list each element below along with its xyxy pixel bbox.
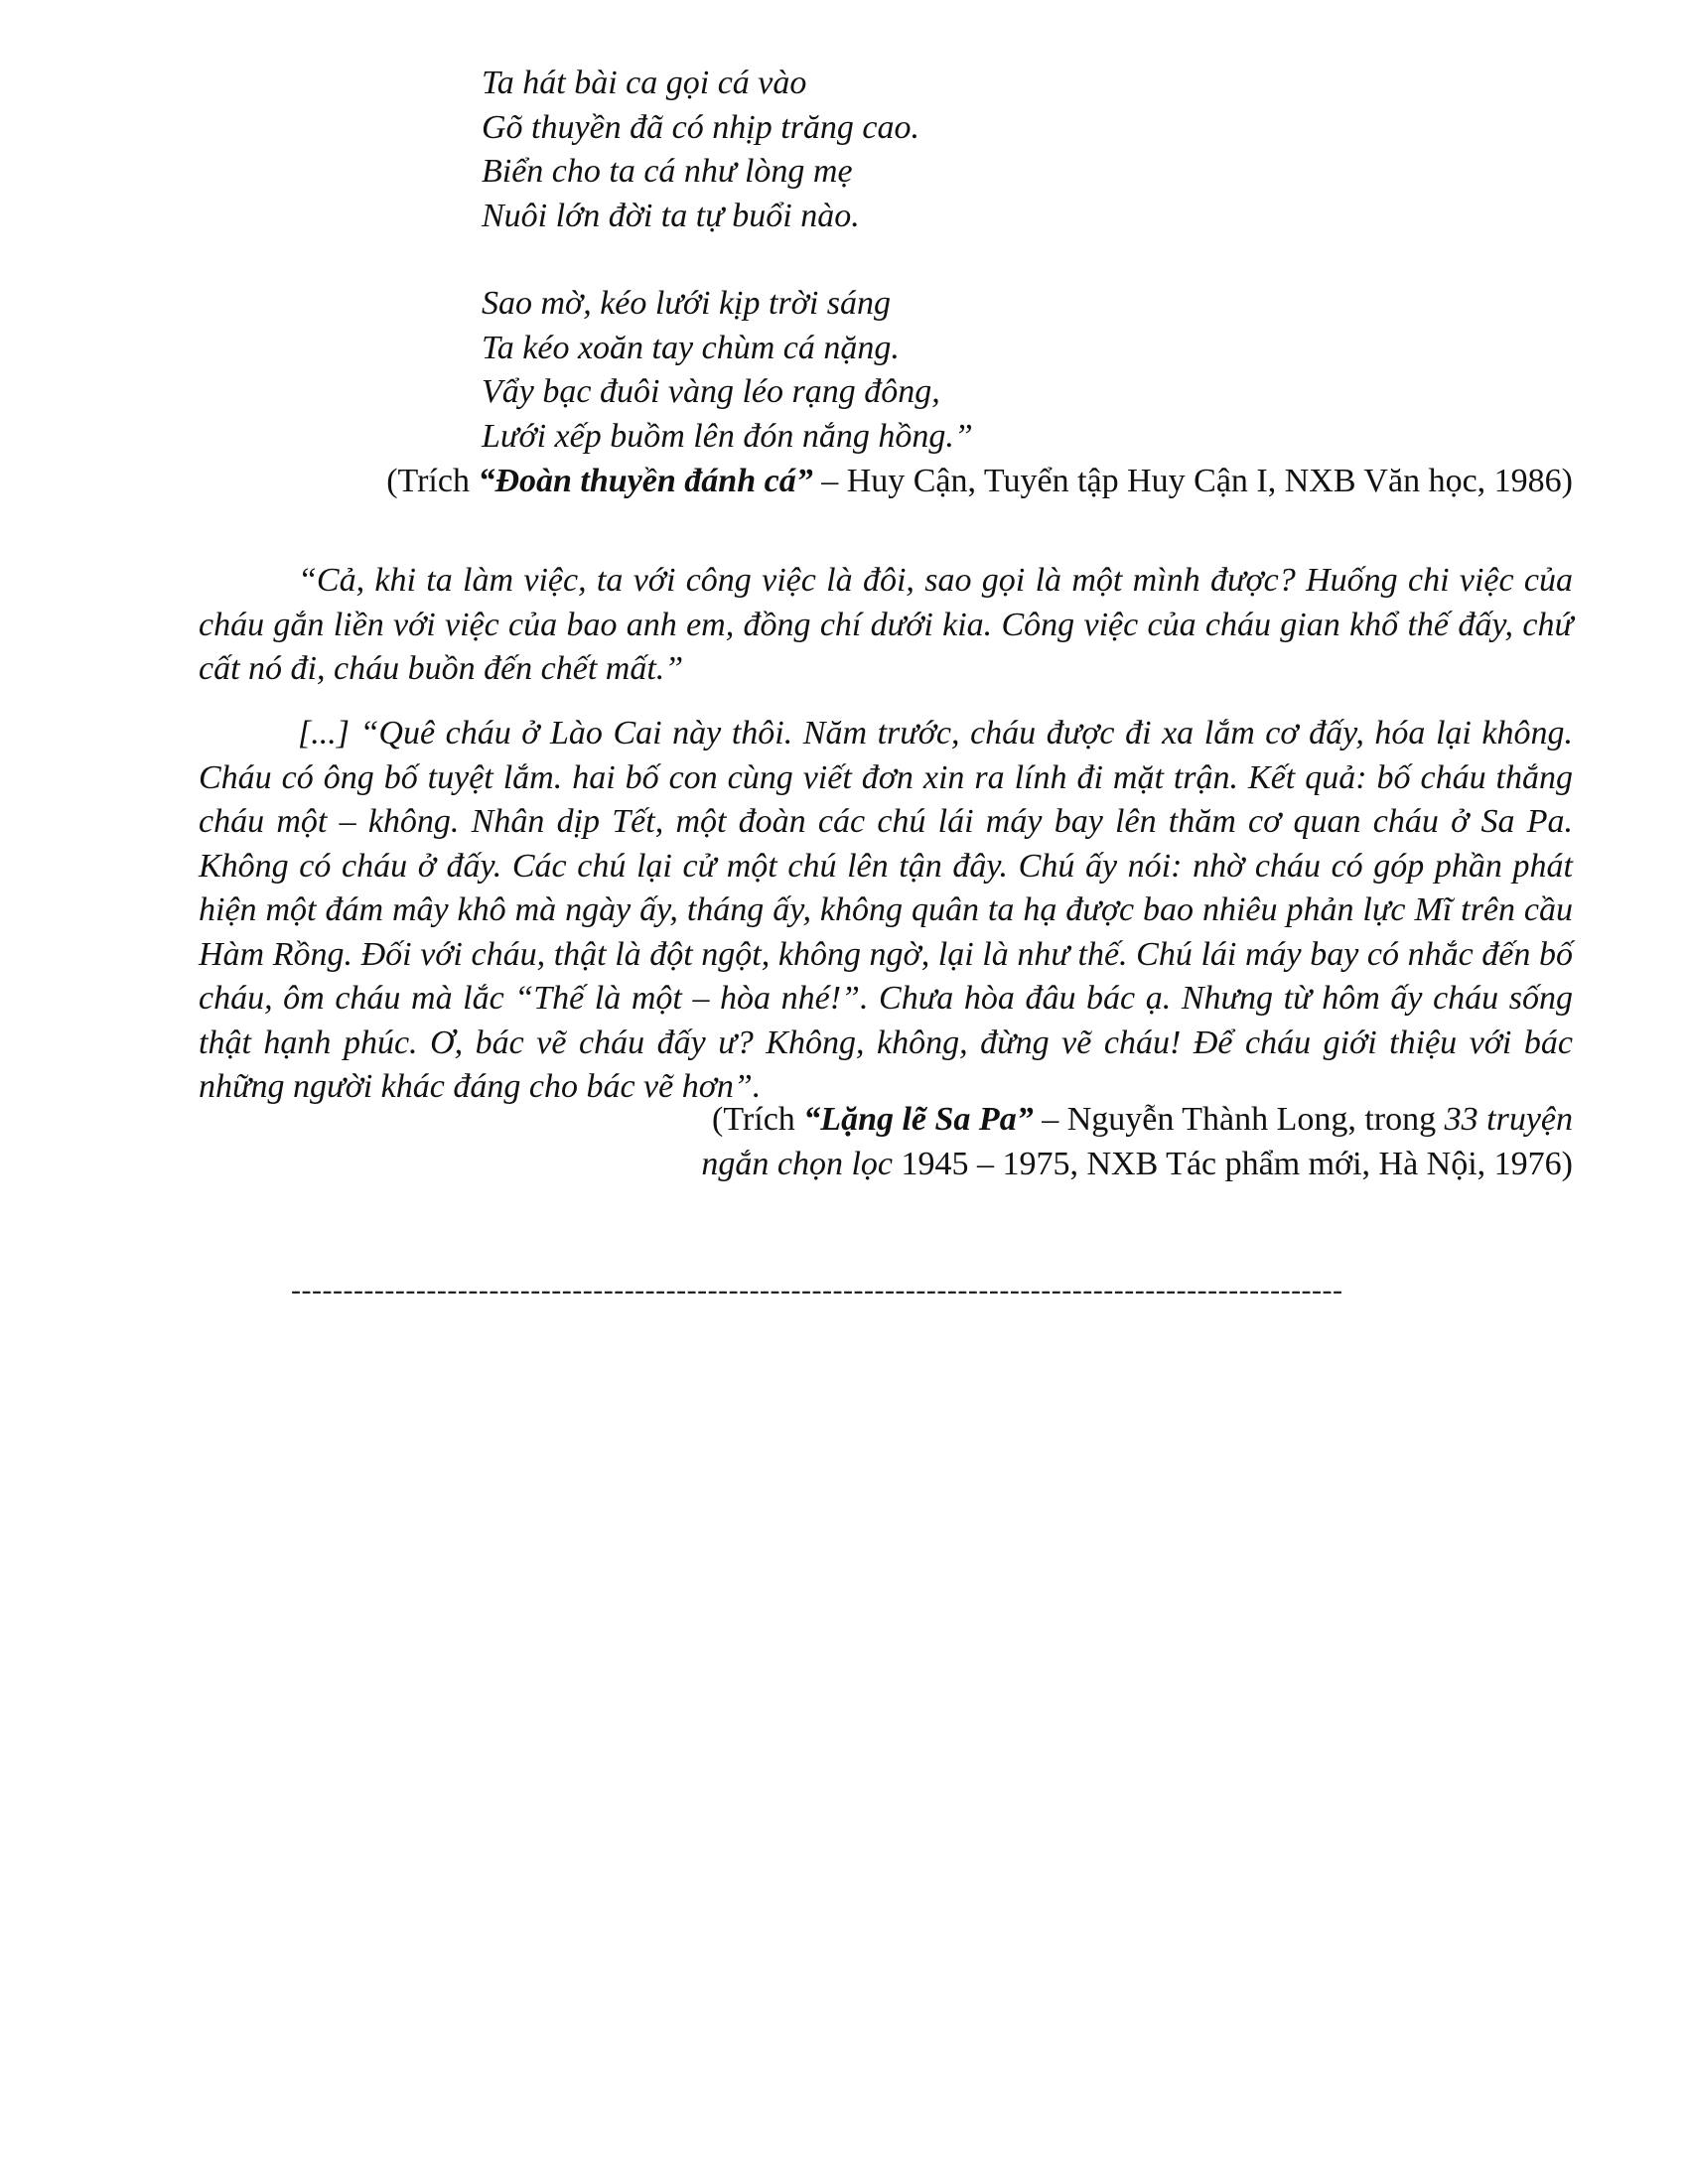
citation-source: – Huy Cận, Tuyển tập Huy Cận I, NXB Văn học, 1986) bbox=[812, 463, 1573, 499]
poem-stanza-1 bbox=[482, 62, 1375, 238]
poem-citation bbox=[386, 459, 1573, 503]
prose-paragraph-1: “Cả, khi ta làm việc, ta với công việc là đôi, sao gọi là một mình được? Huống chi việc của cháu gắn liền với việc của bao anh em, đồng chí dưới kia. Công việc của cháu gian khổ thế đấy, chứ cất nó đi, cháu buồn đến chết mất.” bbox=[199, 562, 1573, 687]
dashed-separator: ----------------------------------------------------------------------------------------------------- bbox=[291, 1274, 1343, 1306]
story-citation-line-2 bbox=[701, 1142, 1573, 1186]
citation-publisher: 1945 – 1975, NXB Tác phẩm mới, Hà Nội, 1976) bbox=[893, 1146, 1573, 1182]
story-citation bbox=[701, 1097, 1573, 1186]
citation-prefix: (Trích bbox=[386, 463, 479, 499]
citation-title: “Đoàn thuyền đánh cá” bbox=[478, 463, 813, 499]
poem-line: Sao mờ, kéo lưới kịp trời sáng bbox=[482, 285, 892, 322]
citation-title: “Lặng lẽ Sa Pa” bbox=[803, 1101, 1034, 1138]
citation-prefix: (Trích bbox=[712, 1101, 804, 1138]
poem-line: Vẩy bạc đuôi vàng léo rạng đông, bbox=[482, 373, 940, 410]
poem-excerpt bbox=[482, 62, 1375, 459]
poem-line: Gõ thuyền đã có nhịp trăng cao. bbox=[482, 108, 919, 146]
poem-line: Biển cho ta cá như lòng mẹ bbox=[482, 153, 853, 190]
prose-paragraph-2: [...] “Quê cháu ở Lào Cai này thôi. Năm trước, cháu được đi xa lắm cơ đấy, hóa lại không. Cháu có ông bố tuyệt lắm. hai bố con cùng viết đơn xin ra lính đi mặt trận. Kết quả: bố cháu thắng cháu một – không. Nhân dịp Tết, một đoàn các chú lái máy bay lên thăm cơ quan cháu ở Sa Pa. Không có cháu ở đấy. Các chú lại cử một chú lên tận đây. Chú ấy nói: nhờ cháu có góp phần phát hiện một đám mây khô mà ngày ấy, tháng ấy, không quân ta hạ được bao nhiêu phản lực Mĩ trên cầu Hàm Rồng. Đối với cháu, thật là đột ngột, không ngờ, lại là như thế. Chú lái máy bay có nhắc đến bố cháu, ôm cháu mà lắc “Thế là một – hòa nhé!”. Chưa hòa đâu bác ạ. Nhưng từ hôm ấy cháu sống thật hạnh phúc. Ơ, bác vẽ cháu đấy ư? Không, không, đừng vẽ cháu! Để cháu giới thiệu với bác những người khác đáng cho bác vẽ hơn”. bbox=[199, 715, 1573, 1105]
poem-line: Lưới xếp buồm lên đón nắng hồng.” bbox=[482, 417, 973, 455]
citation-book-title: 33 truyện bbox=[1444, 1101, 1573, 1138]
story-citation-line-1 bbox=[701, 1097, 1573, 1142]
poem-line: Ta hát bài ca gọi cá vào bbox=[482, 65, 807, 101]
citation-book-title-cont: ngắn chọn lọc bbox=[701, 1146, 893, 1182]
poem-stanza-2 bbox=[482, 282, 1375, 459]
poem-line: Nuôi lớn đời ta tự buổi nào. bbox=[482, 197, 860, 234]
citation-author: – Nguyễn Thành Long, trong bbox=[1033, 1101, 1445, 1138]
poem-line: Ta kéo xoăn tay chùm cá nặng. bbox=[482, 329, 900, 366]
